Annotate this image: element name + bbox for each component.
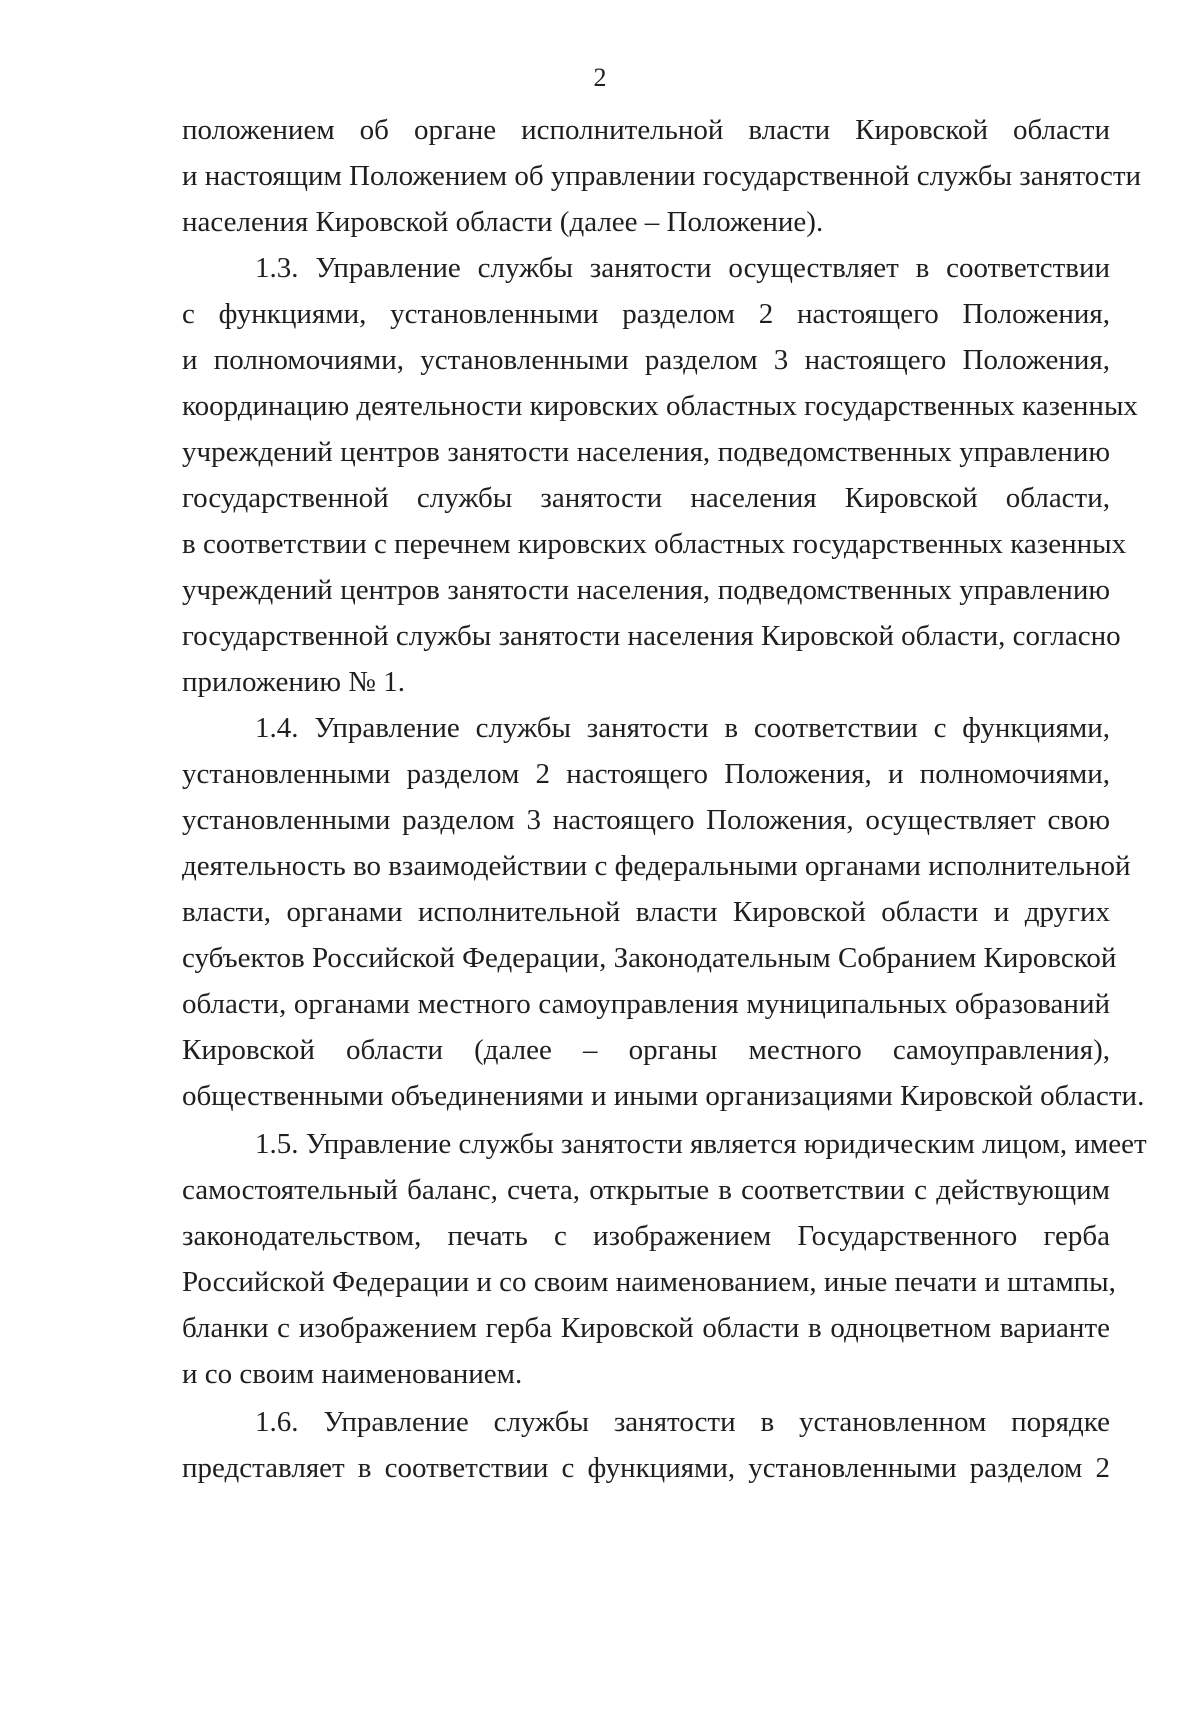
text-line: 1.6. Управление службы занятости в установленном порядке <box>255 1406 1110 1438</box>
text-line: бланки с изображением герба Кировской области в одноцветном варианте <box>182 1312 1110 1344</box>
text-line: 1.4. Управление службы занятости в соответствии с функциями, <box>255 712 1110 744</box>
text-line: деятельность во взаимодействии с федеральными органами исполнительной <box>182 850 1131 882</box>
text-line: 1.3. Управление службы занятости осуществляет в соответствии <box>255 252 1110 284</box>
text-line: приложению № 1. <box>182 666 405 698</box>
text-line: Кировской области (далее – органы местного самоуправления), <box>182 1034 1110 1066</box>
text-line: власти, органами исполнительной власти Кировской области и других <box>182 896 1110 928</box>
text-line: установленными разделом 3 настоящего Положения, осуществляет свою <box>182 804 1110 836</box>
text-line: в соответствии с перечнем кировских областных государственных казенных <box>182 528 1127 560</box>
text-line: Российской Федерации и со своим наименованием, иные печати и штампы, <box>182 1266 1116 1298</box>
text-line: с функциями, установленными разделом 2 настоящего Положения, <box>182 298 1110 330</box>
text-line: и настоящим Положением об управлении государственной службы занятости <box>182 160 1142 192</box>
text-line: и со своим наименованием. <box>182 1358 523 1390</box>
text-line: населения Кировской области (далее – Положение). <box>182 206 824 238</box>
text-line: и полномочиями, установленными разделом 3 настоящего Положения, <box>182 344 1110 376</box>
text-line: установленными разделом 2 настоящего Положения, и полномочиями, <box>182 758 1110 790</box>
text-line: 1.5. Управление службы занятости является юридическим лицом, имеет <box>255 1128 1147 1160</box>
text-line: общественными объединениями и иными организациями Кировской области. <box>182 1080 1145 1112</box>
text-line: положением об органе исполнительной власти Кировской области <box>182 114 1110 146</box>
text-line: координацию деятельности кировских областных государственных казенных <box>182 390 1138 422</box>
text-line: законодательством, печать с изображением Государственного герба <box>182 1220 1110 1252</box>
text-line: области, органами местного самоуправления муниципальных образований <box>182 988 1110 1020</box>
text-line: государственной службы занятости населения Кировской области, согласно <box>182 620 1121 652</box>
text-line: представляет в соответствии с функциями, установленными разделом 2 <box>182 1452 1110 1484</box>
page-number: 2 <box>593 63 607 92</box>
text-line: учреждений центров занятости населения, подведомственных управлению <box>182 436 1110 468</box>
text-line: учреждений центров занятости населения, подведомственных управлению <box>182 574 1110 606</box>
text-line: субъектов Российской Федерации, Законодательным Собранием Кировской <box>182 942 1117 974</box>
text-line: государственной службы занятости населения Кировской области, <box>182 482 1110 514</box>
text-line: самостоятельный баланс, счета, открытые в соответствии с действующим <box>182 1174 1110 1206</box>
